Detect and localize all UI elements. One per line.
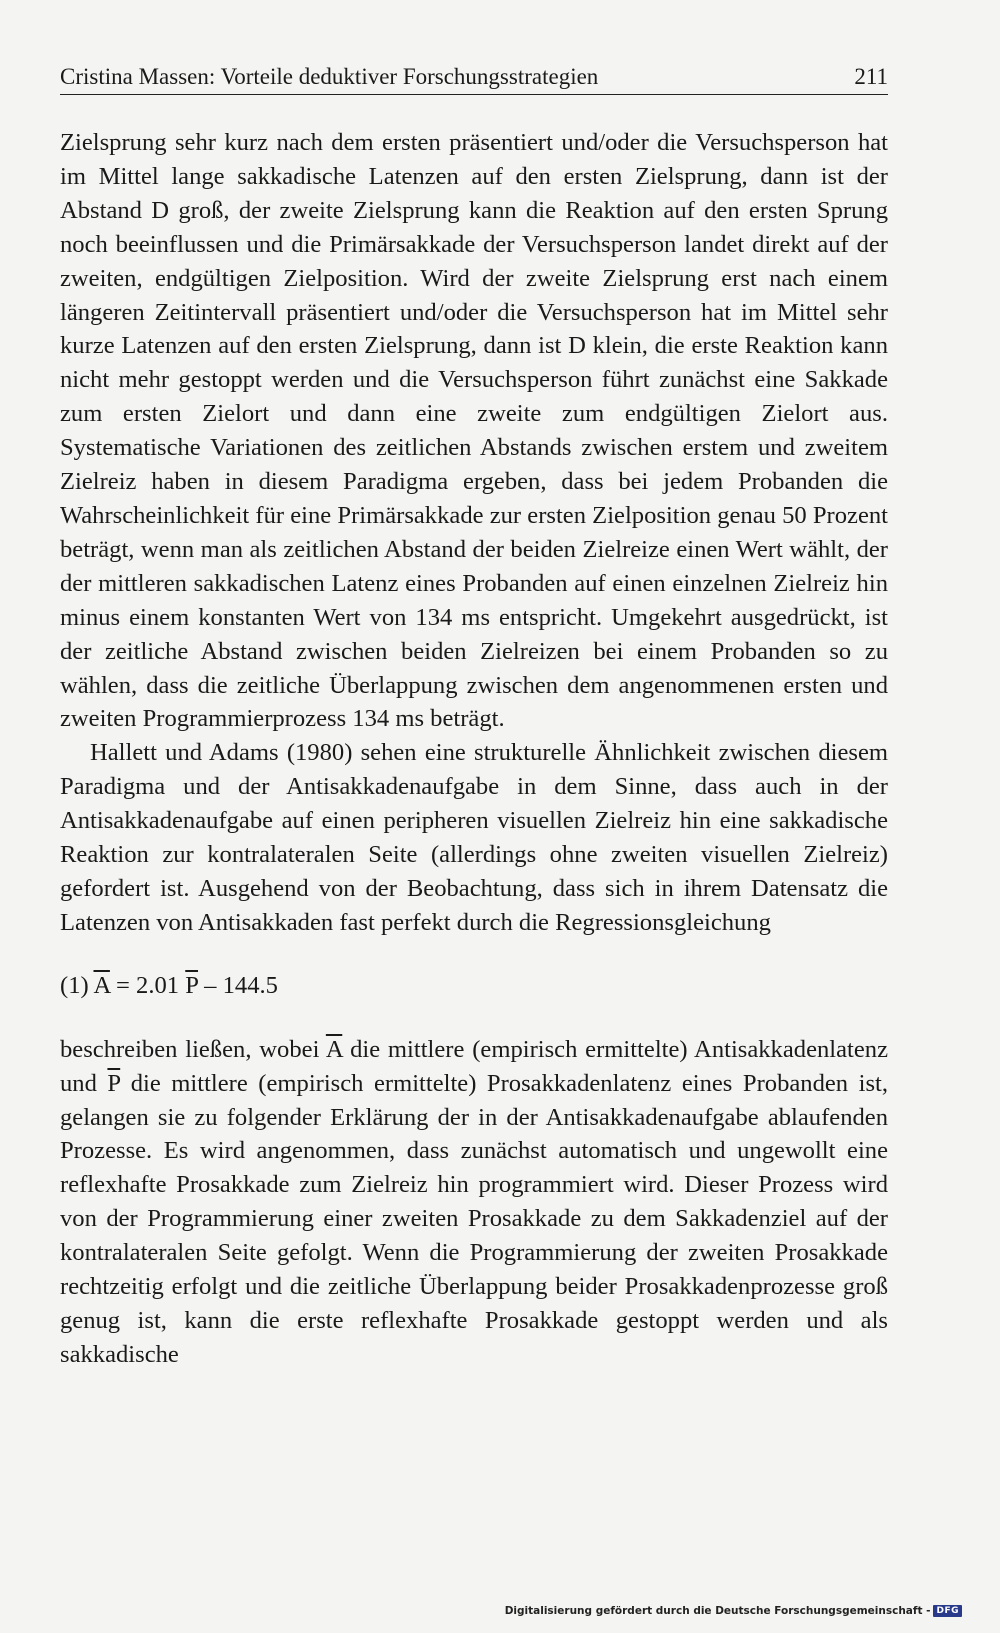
paragraph-3 — [60, 1033, 888, 1372]
paragraph-3-part-b: die mittlere (empirisch ermittelte) Antisakkadenlatenz und — [60, 1035, 888, 1097]
equation-var-p: $\overline{P}$ — [185, 971, 199, 999]
body-text — [60, 126, 888, 1372]
equation-constant: – 144.5 — [198, 971, 278, 999]
paragraph-3-part-c: die mittlere (empirisch ermittelte) Prosakkadenlatenz eines Probanden ist, gelangen sie zu folgender Erklärung der in der Antisakkadenaufgabe ablaufenden Prozesse. Es wird angenommen, dass zunächst automatisch und ungewollt eine reflexhafte Prosakkade zum Zielreiz hin programmiert wird. Dieser Prozess wird von der Programmierung einer zweiten Prosakkade zu dem Sakkadenziel auf der kontralateralen Seite gefolgt. Wenn die Programmierung der zweiten Prosakkade rechtzeitig erfolgt und die zeitliche Überlappung beider Prosakkadenprozesse groß genug ist, kann die erste reflexhafte Prosakkade gestoppt werden und als sakkadische — [60, 1069, 888, 1368]
paragraph-2: Hallett und Adams (1980) sehen eine strukturelle Ähnlichkeit zwischen diesem Paradigma und der Antisakkadenaufgabe in dem Sinne, dass auch in der Antisakkadenaufgabe auf einen peripheren visuellen Zielreiz hin eine sakkadische Reaktion zur kontralateralen Seite (allerdings ohne zweiten visuellen Zielreiz) gefordert ist. Ausgehend von der Beobachtung, dass sich in ihrem Datensatz die Latenzen von Antisakkaden fast perfekt durch die Regressionsgleichung — [60, 739, 888, 936]
equation-number: (1) — [60, 971, 89, 999]
equation-coefficient: = 2.01 — [109, 971, 186, 999]
running-header — [60, 60, 888, 95]
footer-text: Digitalisierung gefördert durch die Deutsche Forschungsgemeinschaft - — [504, 1605, 931, 1617]
dfg-logo-icon: DFG — [933, 1605, 962, 1617]
inline-var-a: $\overline{A}$ — [325, 1035, 343, 1063]
digitization-footer — [505, 1605, 962, 1617]
inline-var-p: $\overline{P}$ — [107, 1069, 121, 1097]
running-title: Cristina Massen: Vorteile deduktiver Forschungsstrategien — [60, 64, 599, 89]
paragraph-3-part-a: beschreiben ließen, wobei — [60, 1035, 326, 1063]
equation-var-a: $\overline{A}$ — [93, 971, 110, 999]
page-number: 211 — [854, 64, 888, 89]
paragraph-1: Zielsprung sehr kurz nach dem ersten präsentiert und/oder die Versuchsperson hat im Mittel lange sakkadische Latenzen auf den ersten Zielsprung, dann ist der Abstand D groß, der zweite Zielsprung kann die Reaktion auf den ersten Sprung noch beeinflussen und die Primärsakkade der Versuchsperson landet direkt auf der zweiten, endgültigen Zielposition. Wird der zweite Zielsprung erst nach einem längeren Zeitintervall präsentiert und/oder die Versuchsperson hat im Mittel sehr kurze Latenzen auf den ersten Zielsprung, dann ist D klein, die erste Reaktion kann nicht mehr gestoppt werden und die Versuchsperson führt zunächst eine Sakkade zum ersten Zielort und dann eine zweite zum endgültigen Zielort aus. Systematische Variationen des zeitlichen Abstands zwischen erstem und zweitem Zielreiz haben in diesem Paradigma ergeben, dass bei jedem Probanden die Wahrscheinlichkeit für eine Primärsakkade zur ersten Zielposition genau 50 Prozent beträgt, wenn man als zeitlichen Abstand der beiden Zielreize einen Wert wählt, der der mittleren sakkadischen Latenz eines Probanden auf einen einzelnen Zielreiz hin minus einem konstanten Wert von 134 ms entspricht. Umgekehrt ausgedrückt, ist der zeitliche Abstand zwischen beiden Zielreizen bei einem Probanden so zu wählen, dass die zeitliche Überlappung zwischen dem angenommenen ersten und zweiten Programmierprozess 134 ms beträgt. — [60, 129, 888, 733]
equation-1 — [60, 969, 888, 1003]
